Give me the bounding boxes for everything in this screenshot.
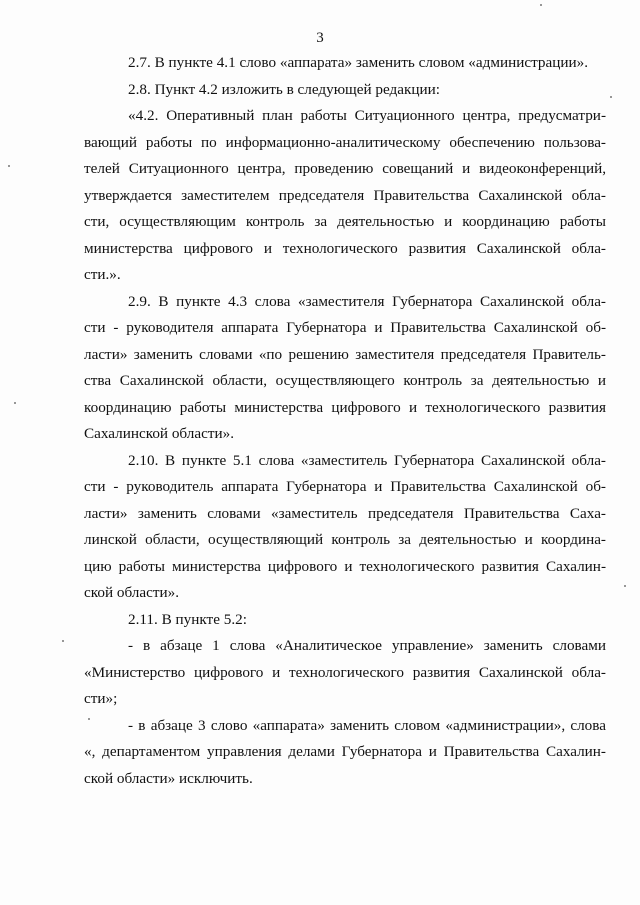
text-line: сти - руководителя аппарата Губернатора и Правительства Сахалинской об- bbox=[84, 319, 606, 336]
text-line: 2.10. В пункте 5.1 слова «заместитель Губернатора Сахалинской обла- bbox=[128, 451, 606, 469]
scan-speck bbox=[88, 718, 90, 720]
text-line: ства Сахалинской области, осуществляющего контроль за деятельностью и bbox=[84, 372, 606, 389]
text-line: цию работы министерства цифрового и технологического развития Сахалин- bbox=[84, 557, 606, 575]
text-line: координацию работы министерства цифрового и технологического развития bbox=[84, 398, 606, 416]
text-line: вающий работы по информационно-аналитическому обеспечению пользова- bbox=[84, 133, 606, 151]
scan-speck bbox=[14, 402, 16, 404]
text-line: сти - руководитель аппарата Губернатора и Правительства Сахалинской об- bbox=[84, 478, 606, 495]
scan-speck bbox=[624, 585, 626, 587]
text-line: ласти» заменить словами «по решению заместителя председателя Правитель- bbox=[84, 345, 606, 363]
text-line: «Министерство цифрового и технологического развития Сахалинской обла- bbox=[84, 663, 606, 681]
text-line: «4.2. Оперативный план работы Ситуационного центра, предусматри- bbox=[128, 107, 606, 124]
text-line: министерства цифрового и технологического развития Сахалинской обла- bbox=[84, 239, 606, 257]
text-line: сти.». bbox=[84, 266, 121, 283]
text-line: линской области, осуществляющий контроль за деятельностью и координа- bbox=[84, 531, 606, 548]
scan-speck bbox=[610, 96, 612, 98]
text-line: - в абзаце 1 слова «Аналитическое управление» заменить словами bbox=[128, 637, 606, 654]
text-line: 2.8. Пункт 4.2 изложить в следующей редакции: bbox=[128, 80, 441, 98]
text-line: - в абзаце 3 слово «аппарата» заменить словом «администрации», слова bbox=[128, 716, 606, 734]
text-line: 2.9. В пункте 4.3 слова «заместителя Губернатора Сахалинской обла- bbox=[128, 292, 606, 310]
text-line: сти»; bbox=[84, 690, 118, 707]
text-line: Сахалинской области». bbox=[84, 425, 234, 442]
text-line: сти, осуществляющим контроль за деятельностью и координацию работы bbox=[84, 213, 606, 230]
text-line: 2.11. В пункте 5.2: bbox=[128, 610, 247, 628]
scan-speck bbox=[540, 4, 542, 6]
text-line: ской области». bbox=[84, 584, 180, 601]
document-body bbox=[84, 50, 606, 792]
text-line: ласти» заменить словами «заместитель председателя Правительства Саха- bbox=[84, 504, 606, 522]
text-line: 2.7. В пункте 4.1 слово «аппарата» заменить словом «администрации». bbox=[128, 54, 589, 71]
text-line: телей Ситуационного центра, проведению совещаний и видеоконференций, bbox=[84, 160, 606, 177]
text-line: ской области» исключить. bbox=[84, 769, 253, 787]
scan-speck bbox=[8, 165, 10, 167]
text-line: «, департаментом управления делами Губернатора и Правительства Сахалин- bbox=[84, 743, 606, 760]
scan-speck bbox=[62, 640, 64, 642]
text-line: утверждается заместителем председателя Правительства Сахалинской обла- bbox=[84, 186, 606, 204]
page-number: 3 bbox=[316, 30, 324, 46]
